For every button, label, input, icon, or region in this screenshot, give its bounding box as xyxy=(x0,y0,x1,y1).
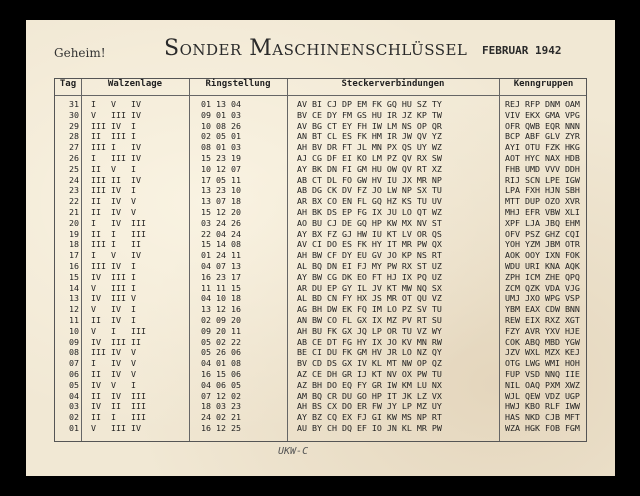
cell-walzenlage: IV III I xyxy=(91,271,136,282)
cell-ringstellung: 22 04 24 xyxy=(201,228,241,239)
page-title: Sonder Maschinenschlüssel xyxy=(164,36,468,61)
cell-ringstellung: 04 10 18 xyxy=(201,293,241,304)
cell-steckerverbindungen: AH BU FK GX JQ LP OR TU VZ WY xyxy=(297,325,442,336)
cell-tag: 06 xyxy=(69,369,79,379)
cell-ringstellung: 15 12 20 xyxy=(201,207,241,217)
table-row xyxy=(55,99,586,110)
col-header-kenngruppen: Kenngruppen xyxy=(513,79,574,89)
cell-kenngruppen: JZV WXL MZX KEJ xyxy=(505,347,580,358)
cell-steckerverbindungen: AM BQ CR DU GO HP IT JK LZ VX xyxy=(297,390,442,401)
cell-ringstellung: 04 06 05 xyxy=(201,379,241,390)
cell-walzenlage: IV V I xyxy=(91,379,136,390)
cell-tag: 21 xyxy=(69,207,79,217)
cell-walzenlage: V III IV xyxy=(91,109,141,120)
key-sheet xyxy=(26,20,615,476)
table-row xyxy=(55,423,586,434)
cell-steckerverbindungen: AH BS CX DO ER FW JY LP MZ UY xyxy=(297,401,442,412)
cell-walzenlage: V IV I xyxy=(91,304,136,315)
cell-steckerverbindungen: AH BW CF DY EU GV JO KP NS RT xyxy=(297,250,442,261)
cell-walzenlage: II IV I xyxy=(91,315,136,325)
cell-kenngruppen: MTT DUP OZO XVR xyxy=(505,196,580,207)
cell-kenngruppen: NIL OAQ PXM XWZ xyxy=(505,379,580,390)
cell-ringstellung: 05 26 06 xyxy=(201,347,241,358)
cell-walzenlage: IV III II xyxy=(91,336,141,347)
cell-steckerverbindungen: AL BQ DN EI FJ MY PW RX ST UZ xyxy=(297,261,442,271)
cell-tag: 18 xyxy=(69,239,79,250)
cell-kenngruppen: OFV PSZ GHZ CQI xyxy=(505,228,580,239)
cell-steckerverbindungen: AN BW CO FL GX IX MZ PV RT SU xyxy=(297,315,442,325)
table-row xyxy=(55,347,586,358)
cell-steckerverbindungen: BV CE DY FM GS HU IR JZ KP TW xyxy=(297,109,442,120)
cell-kenngruppen: REW EIX RXZ XGT xyxy=(505,315,580,325)
cell-kenngruppen: BCP ABF GLV ZYR xyxy=(505,131,580,142)
cell-ringstellung: 03 24 26 xyxy=(201,217,241,228)
table-row xyxy=(55,401,586,412)
cell-walzenlage: III II IV xyxy=(91,174,141,185)
table-row xyxy=(55,218,586,229)
cell-tag: 11 xyxy=(69,315,79,325)
classification-label: Geheim! xyxy=(54,46,106,60)
table-row xyxy=(55,272,586,283)
table-row xyxy=(55,293,586,304)
cell-ringstellung: 02 09 20 xyxy=(201,315,241,325)
month-label: FEBRUAR 1942 xyxy=(482,44,562,57)
cell-kenngruppen: AOK OOY IXN FOK xyxy=(505,250,580,261)
cell-kenngruppen: HAS NKD CJB MFT xyxy=(505,412,580,423)
cell-steckerverbindungen: AY BK DN FI GM HU OW QV RT XZ xyxy=(297,163,442,174)
cell-steckerverbindungen: AG BH DW EK FQ IM LO PZ SV TU xyxy=(297,304,442,315)
cell-walzenlage: II IV V xyxy=(91,207,136,217)
cell-kenngruppen: FHB UMD VVV DDH xyxy=(505,163,580,174)
cell-ringstellung: 01 24 11 xyxy=(201,250,241,261)
cell-tag: 27 xyxy=(69,142,79,153)
cell-walzenlage: II I III xyxy=(91,228,146,239)
cell-tag: 31 xyxy=(69,99,79,109)
cell-ringstellung: 09 20 11 xyxy=(201,325,241,336)
table-row xyxy=(55,110,586,121)
cell-steckerverbindungen: AJ CG DF EI KO LM PZ QV RX SW xyxy=(297,153,442,163)
cell-ringstellung: 09 01 03 xyxy=(201,109,241,120)
cell-walzenlage: III I IV xyxy=(91,142,141,153)
cell-steckerverbindungen: AY BW CG DK EO FT HJ IX PQ UZ xyxy=(297,271,442,282)
cell-tag: 13 xyxy=(69,293,79,304)
cell-walzenlage: IV III V xyxy=(91,293,136,304)
cell-ringstellung: 15 23 19 xyxy=(201,153,241,163)
cell-ringstellung: 15 14 08 xyxy=(201,239,241,250)
cell-tag: 12 xyxy=(69,304,79,315)
table-row xyxy=(55,391,586,402)
table-row xyxy=(55,185,586,196)
cell-steckerverbindungen: AB DG CK DV FZ JO LW NP SX TU xyxy=(297,185,442,196)
cell-walzenlage: I IV V xyxy=(91,358,136,369)
cell-steckerverbindungen: AZ CE DH GR IJ KT NV OX PW TU xyxy=(297,369,442,379)
cell-kenngruppen: ZCM QZK VDA VJG xyxy=(505,282,580,293)
cell-kenngruppen: WJL QEW VDZ UGP xyxy=(505,390,580,401)
table-row xyxy=(55,369,586,380)
cell-kenngruppen: WZA HGK FOB FGM xyxy=(505,423,580,433)
cell-ringstellung: 10 12 07 xyxy=(201,163,241,174)
col-header-ringstellung: Ringstellung xyxy=(205,79,271,89)
cell-walzenlage: II IV III xyxy=(91,390,146,401)
cell-ringstellung: 24 02 21 xyxy=(201,412,241,423)
table-row xyxy=(55,283,586,294)
cell-tag: 01 xyxy=(69,423,79,433)
cell-steckerverbindungen: AN BT CL ES FK HM IR JW QV YZ xyxy=(297,131,442,142)
cell-walzenlage: I V IV xyxy=(91,250,141,261)
cell-steckerverbindungen: AL BD CN FY HX JS MR OT QU VZ xyxy=(297,293,442,304)
table-row xyxy=(55,229,586,240)
header-divider xyxy=(55,95,586,96)
cell-kenngruppen: YBM EAX CDW BNN xyxy=(505,304,580,315)
table-row xyxy=(55,315,586,326)
cell-steckerverbindungen: BV CD DS GX IV KL MT NW OP QZ xyxy=(297,358,442,369)
cell-walzenlage: III IV V xyxy=(91,347,136,358)
cell-tag: 04 xyxy=(69,390,79,401)
cell-kenngruppen: COK ABQ MBD YGW xyxy=(505,336,580,347)
table-row xyxy=(55,412,586,423)
table-row xyxy=(55,250,586,261)
cell-ringstellung: 13 23 10 xyxy=(201,185,241,196)
table-row xyxy=(55,304,586,315)
cell-kenngruppen: VIV EKX GMA VPG xyxy=(505,109,580,120)
cell-walzenlage: III I II xyxy=(91,239,141,250)
cell-walzenlage: II V I xyxy=(91,163,136,174)
table-row xyxy=(55,142,586,153)
col-header-steckerverbindungen: Steckerverbindungen xyxy=(341,79,445,89)
cell-walzenlage: V I III xyxy=(91,325,146,336)
table-row xyxy=(55,380,586,391)
cell-tag: 25 xyxy=(69,163,79,174)
cell-tag: 17 xyxy=(69,250,79,261)
cell-walzenlage: II III I xyxy=(91,131,136,142)
cell-tag: 14 xyxy=(69,282,79,293)
table-row xyxy=(55,326,586,337)
cell-ringstellung: 18 03 23 xyxy=(201,401,241,412)
cell-walzenlage: IV II III xyxy=(91,401,146,412)
cell-kenngruppen: OFR QWB EQR NNN xyxy=(505,120,580,131)
cell-kenngruppen: WDU URI KNA AQK xyxy=(505,261,580,271)
cell-walzenlage: I III IV xyxy=(91,153,141,163)
cell-ringstellung: 16 12 25 xyxy=(201,423,241,433)
cell-walzenlage: II IV V xyxy=(91,369,136,379)
cell-tag: 03 xyxy=(69,401,79,412)
cell-ringstellung: 04 07 13 xyxy=(201,261,241,271)
cell-ringstellung: 16 15 06 xyxy=(201,369,241,379)
cell-tag: 23 xyxy=(69,185,79,196)
cell-ringstellung: 05 02 22 xyxy=(201,336,241,347)
cell-ringstellung: 01 13 04 xyxy=(201,99,241,109)
cell-ringstellung: 17 05 11 xyxy=(201,174,241,185)
cell-tag: 22 xyxy=(69,196,79,207)
cell-steckerverbindungen: AZ BH DO EQ FY GR IW KM LU NX xyxy=(297,379,442,390)
cell-steckerverbindungen: AV CI DO ES FK HY IT MR PW QX xyxy=(297,239,442,250)
table-row xyxy=(55,239,586,250)
cell-kenngruppen: XPF LJA JBQ EHM xyxy=(505,217,580,228)
table-row xyxy=(55,358,586,369)
cell-steckerverbindungen: AB CE DT FG HY IX JO KV MN RW xyxy=(297,336,442,347)
cell-tag: 09 xyxy=(69,336,79,347)
cell-walzenlage: V III IV xyxy=(91,423,141,433)
cell-steckerverbindungen: AO BU CJ DE GQ HP KW MX NV ST xyxy=(297,217,442,228)
cell-ringstellung: 07 12 02 xyxy=(201,390,241,401)
reflector-label: UKW-C xyxy=(278,446,309,457)
cell-steckerverbindungen: AY BX FZ GJ HW IU KT LV OR QS xyxy=(297,228,442,239)
cell-tag: 20 xyxy=(69,217,79,228)
cell-steckerverbindungen: AR BX CO EN FL GQ HZ KS TU UV xyxy=(297,196,442,207)
cell-tag: 10 xyxy=(69,325,79,336)
table-row xyxy=(55,196,586,207)
cell-ringstellung: 16 23 17 xyxy=(201,271,241,282)
cell-tag: 24 xyxy=(69,174,79,185)
cell-steckerverbindungen: AU BY CH DQ EF IO JN KL MR PW xyxy=(297,423,442,433)
table-row xyxy=(55,207,586,218)
cell-ringstellung: 13 12 16 xyxy=(201,304,241,315)
cell-walzenlage: III IV I xyxy=(91,120,136,131)
cell-kenngruppen: UMJ JXO WPG VSP xyxy=(505,293,580,304)
cell-tag: 28 xyxy=(69,131,79,142)
cell-steckerverbindungen: AR DU EP GY IL JV KT MW NQ SX xyxy=(297,282,442,293)
table-row xyxy=(55,153,586,164)
cell-kenngruppen: AYI OTU FZK HKG xyxy=(505,142,580,153)
cell-tag: 15 xyxy=(69,271,79,282)
cell-tag: 19 xyxy=(69,228,79,239)
cell-kenngruppen: YOH YZM JBM OTR xyxy=(505,239,580,250)
cell-tag: 16 xyxy=(69,261,79,271)
cell-ringstellung: 02 05 01 xyxy=(201,131,241,142)
cell-tag: 26 xyxy=(69,153,79,163)
cell-kenngruppen: OTG LWG WMI HOH xyxy=(505,358,580,369)
table-row xyxy=(55,121,586,132)
cell-walzenlage: III IV I xyxy=(91,185,136,196)
cell-tag: 29 xyxy=(69,120,79,131)
table-row xyxy=(55,337,586,348)
cell-steckerverbindungen: BE CI DU FK GM HV JR LO NZ QY xyxy=(297,347,442,358)
col-header-tag: Tag xyxy=(59,79,77,89)
cell-steckerverbindungen: AV BI CJ DP EM FK GQ HU SZ TY xyxy=(297,99,442,109)
cell-kenngruppen: REJ RFP DNM OAM xyxy=(505,99,580,109)
table-row xyxy=(55,175,586,186)
cell-tag: 30 xyxy=(69,109,79,120)
cell-ringstellung: 13 07 18 xyxy=(201,196,241,207)
cell-steckerverbindungen: AH BV DR FT JL MN PX QS UY WZ xyxy=(297,142,442,153)
cell-tag: 08 xyxy=(69,347,79,358)
cell-walzenlage: II I III xyxy=(91,412,146,423)
cell-steckerverbindungen: AV BG CT EY FH IW LM NS OP QR xyxy=(297,120,442,131)
cell-steckerverbindungen: AB CT DL FO GW HV IU JX MR NP xyxy=(297,174,442,185)
col-header-walzenlage: Walzenlage xyxy=(107,79,163,89)
table-row xyxy=(55,261,586,272)
cell-tag: 05 xyxy=(69,379,79,390)
cell-steckerverbindungen: AH BK DS EP FG IX JU LO QT WZ xyxy=(297,207,442,217)
cell-walzenlage: II IV V xyxy=(91,196,136,207)
cell-walzenlage: I IV III xyxy=(91,217,146,228)
cell-ringstellung: 11 11 15 xyxy=(201,282,241,293)
cell-tag: 02 xyxy=(69,412,79,423)
cell-kenngruppen: ZPH ICM ZHE QPQ xyxy=(505,271,580,282)
table-row xyxy=(55,131,586,142)
key-table xyxy=(54,78,587,442)
cell-kenngruppen: FZY AVR YXV HJE xyxy=(505,325,580,336)
cell-ringstellung: 04 01 08 xyxy=(201,358,241,369)
table-row xyxy=(55,164,586,175)
cell-walzenlage: V III I xyxy=(91,282,136,293)
cell-ringstellung: 10 08 26 xyxy=(201,120,241,131)
cell-kenngruppen: MHJ EFR VBW XLI xyxy=(505,207,580,217)
cell-steckerverbindungen: AY BZ CQ EX FJ GI KW MS NP RT xyxy=(297,412,442,423)
cell-kenngruppen: RIJ SCN LPE IGW xyxy=(505,174,580,185)
cell-kenngruppen: LPA FXH HJN SBH xyxy=(505,185,580,196)
cell-kenngruppen: FUP VSD NNQ IIE xyxy=(505,369,580,379)
cell-kenngruppen: HWJ KBO RLF IWW xyxy=(505,401,580,412)
cell-ringstellung: 08 01 03 xyxy=(201,142,241,153)
cell-kenngruppen: AOT HYC NAX HDB xyxy=(505,153,580,163)
cell-tag: 07 xyxy=(69,358,79,369)
cell-walzenlage: I V IV xyxy=(91,99,141,109)
cell-walzenlage: III IV I xyxy=(91,261,136,271)
